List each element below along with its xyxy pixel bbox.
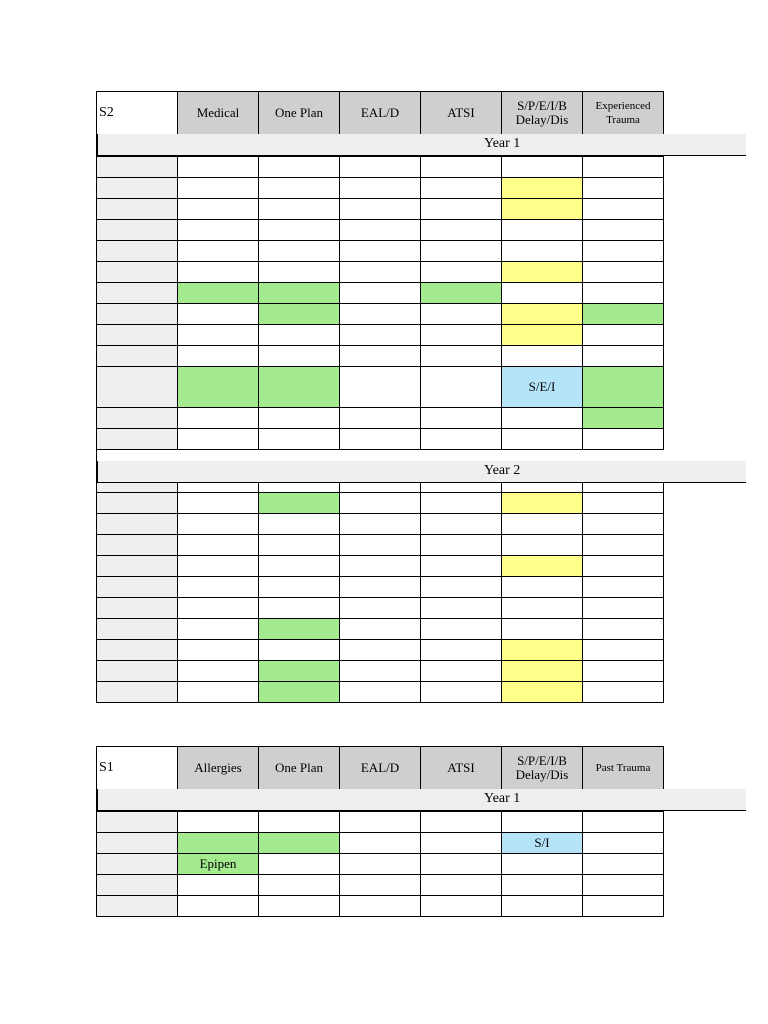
table-row	[97, 157, 664, 178]
s2-col-eald: EAL/D	[340, 92, 421, 135]
s1-col-delay-dis: S/P/E/I/B Delay/Dis	[502, 747, 583, 790]
s1-table	[96, 746, 664, 917]
table-row	[97, 346, 664, 367]
table-row	[97, 408, 664, 429]
table-row	[97, 682, 664, 703]
s2-col-trauma: Experienced Trauma	[583, 92, 664, 135]
table-row	[97, 429, 664, 450]
s2-header-row	[97, 92, 664, 135]
s2-year1-label: Year 1	[484, 136, 521, 151]
s2-col-one-plan: One Plan	[259, 92, 340, 135]
table-row	[97, 577, 664, 598]
s2-sei-cell: S/E/I	[502, 367, 583, 408]
table-row	[97, 325, 664, 346]
table-row	[97, 220, 664, 241]
table-row	[97, 556, 664, 577]
table-row	[97, 199, 664, 220]
table-row	[97, 262, 664, 283]
s2-year1-bar	[97, 134, 746, 156]
s1-epipen-cell: Epipen	[178, 854, 259, 875]
table-row	[97, 661, 664, 682]
s2-col-atsi: ATSI	[421, 92, 502, 135]
s2-year2-label: Year 2	[484, 463, 521, 478]
s1-header-row	[97, 747, 664, 790]
table-row	[97, 241, 664, 262]
table-row	[97, 304, 664, 325]
s1-col-atsi: ATSI	[421, 747, 502, 790]
s2-col-delay-dis: S/P/E/I/B Delay/Dis	[502, 92, 583, 135]
table-row	[97, 619, 664, 640]
table-row	[97, 514, 664, 535]
table-row	[97, 833, 664, 854]
s1-year1-bar	[97, 789, 746, 811]
s2-corner-label: S2	[97, 92, 178, 135]
table-row	[97, 875, 664, 896]
s1-corner-label: S1	[97, 747, 178, 790]
s2-year2-bar	[97, 461, 746, 483]
s1-si-cell: S/I	[502, 833, 583, 854]
table-row	[97, 493, 664, 514]
s1-col-trauma: Past Trauma	[583, 747, 664, 790]
table-row	[97, 640, 664, 661]
s2-col-medical: Medical	[178, 92, 259, 135]
table-row	[97, 896, 664, 917]
s1-col-allergies: Allergies	[178, 747, 259, 790]
table-row	[97, 812, 664, 833]
s1-col-one-plan: One Plan	[259, 747, 340, 790]
s2-table	[96, 91, 664, 703]
s1-col-eald: EAL/D	[340, 747, 421, 790]
s1-year1-label: Year 1	[484, 791, 521, 806]
table-row	[97, 367, 664, 408]
table-row	[97, 178, 664, 199]
table-row	[97, 283, 664, 304]
table-row	[97, 854, 664, 875]
table-row	[97, 598, 664, 619]
table-row	[97, 535, 664, 556]
